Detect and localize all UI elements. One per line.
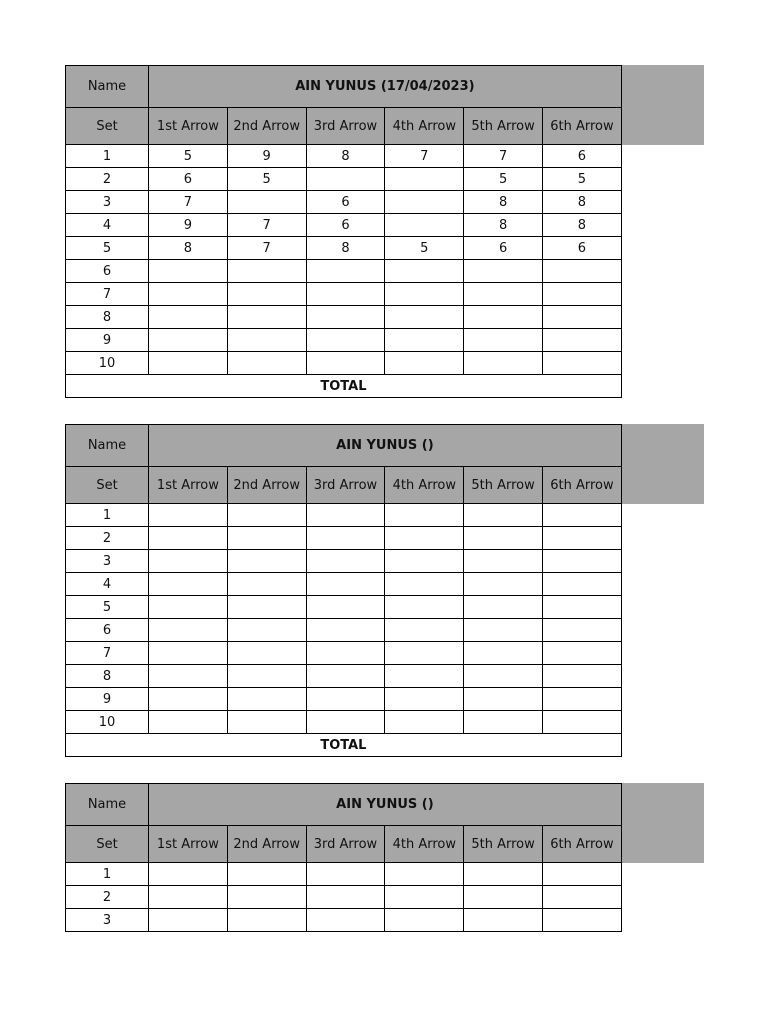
score-cell [227,283,306,306]
score-cell [464,283,543,306]
score-cell [542,306,621,329]
score-cell [542,619,621,642]
table-row [66,504,622,527]
score-cell [385,909,464,932]
score-cell [227,527,306,550]
score-cell [149,688,228,711]
score-cell [385,619,464,642]
arrow-header: 5th Arrow [464,467,543,504]
score-cell [149,352,228,375]
score-cell: 8 [149,237,228,260]
score-cell [464,665,543,688]
score-cell [464,886,543,909]
arrow-header: 6th Arrow [542,826,621,863]
score-cell [464,352,543,375]
score-cell: 6 [542,145,621,168]
total-row [66,375,622,398]
score-cell [464,306,543,329]
score-cell: 8 [464,191,543,214]
set-number: 1 [66,863,149,886]
score-cell [542,688,621,711]
table-row [66,352,622,375]
score-cell: 6 [464,237,543,260]
arrow-header: 3rd Arrow [306,826,385,863]
set-number: 10 [66,711,149,734]
score-cell [542,886,621,909]
arrow-header: 6th Arrow [542,108,621,145]
set-number: 2 [66,527,149,550]
score-cell [542,596,621,619]
score-cell [542,550,621,573]
table-row [66,665,622,688]
score-cell [385,168,464,191]
arrow-header: 4th Arrow [385,108,464,145]
archer-name: AIN YUNUS () [149,784,622,826]
score-cell [306,909,385,932]
score-cell [464,260,543,283]
score-cell [306,619,385,642]
score-cell [227,573,306,596]
score-cell [149,329,228,352]
score-cell [464,619,543,642]
score-sheet-1 [65,65,704,398]
table-row [66,863,622,886]
total-row [66,734,622,757]
score-cell [306,642,385,665]
table-row [66,909,622,932]
score-cell: 5 [149,145,228,168]
score-cell [464,573,543,596]
table-row [66,642,622,665]
score-cell [542,909,621,932]
score-cell [227,352,306,375]
set-number: 2 [66,886,149,909]
arrow-header: 2nd Arrow [227,467,306,504]
score-cell: 7 [464,145,543,168]
name-row [66,425,622,467]
score-cell: 6 [149,168,228,191]
table-row [66,191,622,214]
score-cell [542,863,621,886]
set-number: 4 [66,573,149,596]
score-cell: 7 [385,145,464,168]
score-cell [227,191,306,214]
score-cell [306,665,385,688]
score-cell [149,504,228,527]
score-cell [227,909,306,932]
score-cell [464,527,543,550]
score-cell [385,573,464,596]
table-row [66,550,622,573]
score-cell [306,711,385,734]
score-cell [385,214,464,237]
column-header-row [66,108,622,145]
score-cell [542,352,621,375]
archer-name: AIN YUNUS () [149,425,622,467]
score-cell [227,863,306,886]
score-cell [149,642,228,665]
arrow-header: 2nd Arrow [227,108,306,145]
set-header: Set [66,826,149,863]
score-cell [464,688,543,711]
score-cell [227,642,306,665]
score-cell [227,504,306,527]
score-cell [227,665,306,688]
score-cell: 7 [227,237,306,260]
set-header: Set [66,108,149,145]
score-cell [385,642,464,665]
score-cell [542,527,621,550]
score-cell [306,527,385,550]
column-header-row [66,467,622,504]
score-cell: 5 [227,168,306,191]
table-row [66,145,622,168]
score-cell: 5 [385,237,464,260]
score-cell [149,863,228,886]
set-number: 3 [66,550,149,573]
table-row [66,688,622,711]
score-cell [149,711,228,734]
table-row [66,214,622,237]
score-cell [385,283,464,306]
score-cell [464,909,543,932]
name-label: Name [66,425,149,467]
score-cell [227,711,306,734]
set-number: 9 [66,688,149,711]
name-label: Name [66,66,149,108]
set-number: 3 [66,909,149,932]
column-header-row [66,826,622,863]
score-cell [464,550,543,573]
score-cell [385,352,464,375]
set-header: Set [66,467,149,504]
score-cell [464,596,543,619]
score-cell [385,886,464,909]
set-number: 2 [66,168,149,191]
score-cell [306,329,385,352]
score-cell: 6 [542,237,621,260]
score-cell [542,665,621,688]
score-cell [306,306,385,329]
score-cell [306,886,385,909]
score-cell [464,504,543,527]
score-cell [306,863,385,886]
arrow-header: 3rd Arrow [306,108,385,145]
score-cell [149,260,228,283]
score-cell [149,619,228,642]
score-cell [149,596,228,619]
score-cell [306,504,385,527]
set-number: 3 [66,191,149,214]
score-cell [306,550,385,573]
score-cell [306,283,385,306]
score-cell [149,283,228,306]
score-cell [464,711,543,734]
table-row [66,527,622,550]
score-cell [149,527,228,550]
arrow-header: 4th Arrow [385,826,464,863]
score-cell: 8 [464,214,543,237]
score-cell [542,573,621,596]
score-cell [227,329,306,352]
name-row [66,66,622,108]
table-row [66,596,622,619]
score-cell [542,283,621,306]
name-row [66,784,622,826]
score-cell [464,329,543,352]
set-number: 8 [66,665,149,688]
score-cell [385,260,464,283]
table-row [66,260,622,283]
table-row [66,886,622,909]
score-cell: 8 [306,237,385,260]
score-cell [385,527,464,550]
set-number: 1 [66,504,149,527]
table-row [66,619,622,642]
score-cell [385,688,464,711]
arrow-header: 1st Arrow [149,826,228,863]
table-row [66,237,622,260]
arrow-header: 4th Arrow [385,467,464,504]
score-cell [306,168,385,191]
score-cell [149,665,228,688]
total-label: TOTAL [66,375,622,398]
arrow-header: 5th Arrow [464,108,543,145]
score-cell [385,863,464,886]
score-cell [385,596,464,619]
score-cell [227,886,306,909]
set-number: 7 [66,283,149,306]
score-cell [542,329,621,352]
set-number: 1 [66,145,149,168]
score-sheet-2 [65,424,704,757]
set-number: 4 [66,214,149,237]
score-cell [385,191,464,214]
score-cell: 6 [306,191,385,214]
score-table [65,65,622,398]
score-cell: 5 [464,168,543,191]
score-cell: 8 [306,145,385,168]
score-cell [464,642,543,665]
score-cell [542,711,621,734]
score-cell: 9 [149,214,228,237]
set-number: 5 [66,596,149,619]
score-cell [464,863,543,886]
score-cell: 9 [227,145,306,168]
score-cell [149,573,228,596]
name-label: Name [66,784,149,826]
score-cell [542,642,621,665]
score-cell [385,306,464,329]
score-cell [385,329,464,352]
score-cell [227,260,306,283]
score-cell: 5 [542,168,621,191]
score-cell: 7 [149,191,228,214]
arrow-header: 1st Arrow [149,108,228,145]
score-cell [385,711,464,734]
score-cell [149,909,228,932]
score-cell [227,596,306,619]
table-row [66,573,622,596]
score-table [65,424,622,757]
table-row [66,711,622,734]
set-number: 9 [66,329,149,352]
set-number: 6 [66,619,149,642]
score-cell [306,352,385,375]
score-cell [227,688,306,711]
score-cell [149,550,228,573]
arrow-header: 6th Arrow [542,467,621,504]
score-cell [306,260,385,283]
score-cell [542,260,621,283]
score-cell: 6 [306,214,385,237]
table-row [66,168,622,191]
set-number: 7 [66,642,149,665]
score-cell [227,550,306,573]
table-row [66,306,622,329]
score-cell: 8 [542,191,621,214]
set-number: 10 [66,352,149,375]
archer-name: AIN YUNUS (17/04/2023) [149,66,622,108]
total-label: TOTAL [66,734,622,757]
set-number: 5 [66,237,149,260]
score-cell [149,306,228,329]
score-cell [149,886,228,909]
score-cell [227,619,306,642]
score-cell [385,504,464,527]
arrow-header: 1st Arrow [149,467,228,504]
score-cell [306,688,385,711]
set-number: 8 [66,306,149,329]
score-cell [306,573,385,596]
score-cell: 8 [542,214,621,237]
score-cell: 7 [227,214,306,237]
score-cell [542,504,621,527]
arrow-header: 2nd Arrow [227,826,306,863]
arrow-header: 5th Arrow [464,826,543,863]
score-cell [385,665,464,688]
set-number: 6 [66,260,149,283]
table-row [66,283,622,306]
arrow-header: 3rd Arrow [306,467,385,504]
table-row [66,329,622,352]
score-sheet-3 [65,783,704,932]
score-cell [385,550,464,573]
score-cell [227,306,306,329]
score-table [65,783,622,932]
score-cell [306,596,385,619]
